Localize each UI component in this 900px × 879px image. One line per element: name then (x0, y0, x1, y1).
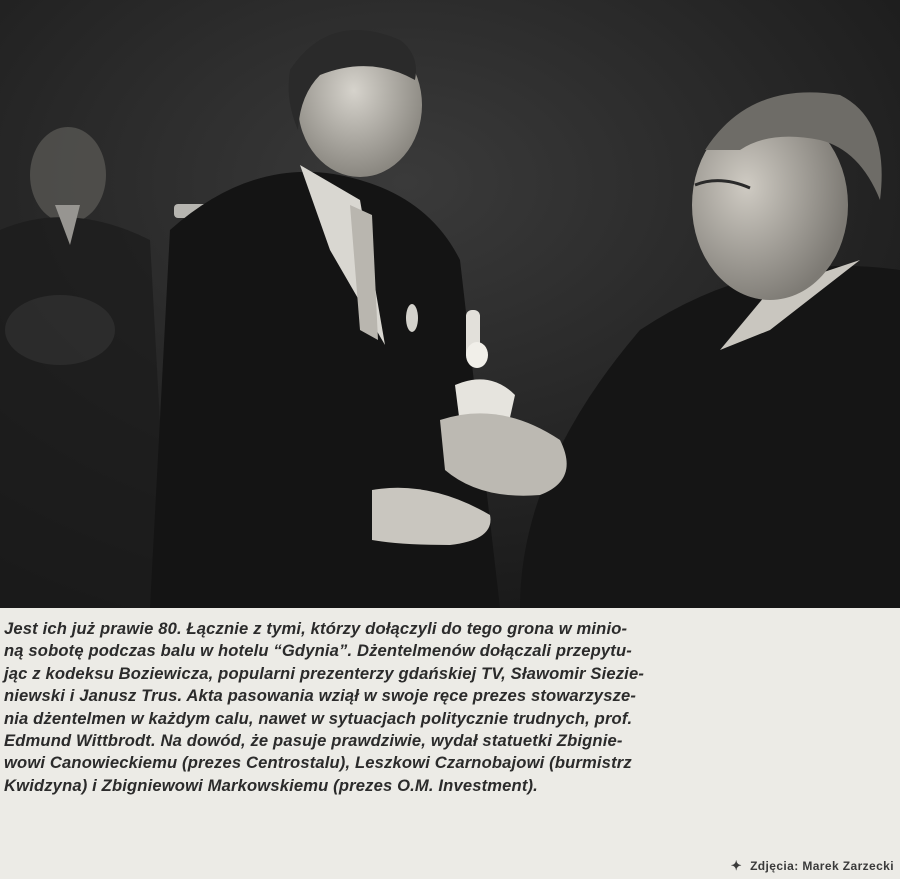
photo-caption (4, 618, 896, 797)
credit-text: Zdjęcia: Marek Zarzecki (750, 859, 894, 873)
caption-line: jąc z kodeksu Boziewicza, popularni prezenterzy gdańskiej TV, Sławomir Siezie- (4, 663, 645, 683)
caption-line: Jest ich już prawie 80. Łącznie z tymi, którzy dołączyli do tego grona w minio- (4, 619, 628, 638)
caption-line: ną sobotę podczas balu w hotelu “Gdynia”. Dżentelmenów dołączali przepytu- (4, 641, 632, 661)
caption-line: Edmund Wittbrodt. Na dowód, że pasuje prawdziwie, wydał statuetki Zbignie- (4, 731, 623, 751)
caption-line: niewski i Janusz Trus. Akta pasowania wziął w swoje ręce prezes stowarzysze- (4, 686, 637, 706)
caption-line: nia dżentelmen w każdym calu, nawet w sytuacjach politycznie trudnych, prof. (4, 708, 633, 728)
caption-line: Kwidzyna) i Zbigniewowi Markowskiemu (prezes O.M. Investment). (4, 775, 538, 795)
caption-line: wowi Canowieckiemu (prezes Centrostalu), Leszkowi Czarnobajowi (burmistrz (4, 753, 632, 773)
star-icon: ✦ (730, 858, 743, 873)
photo-credit (731, 858, 894, 874)
